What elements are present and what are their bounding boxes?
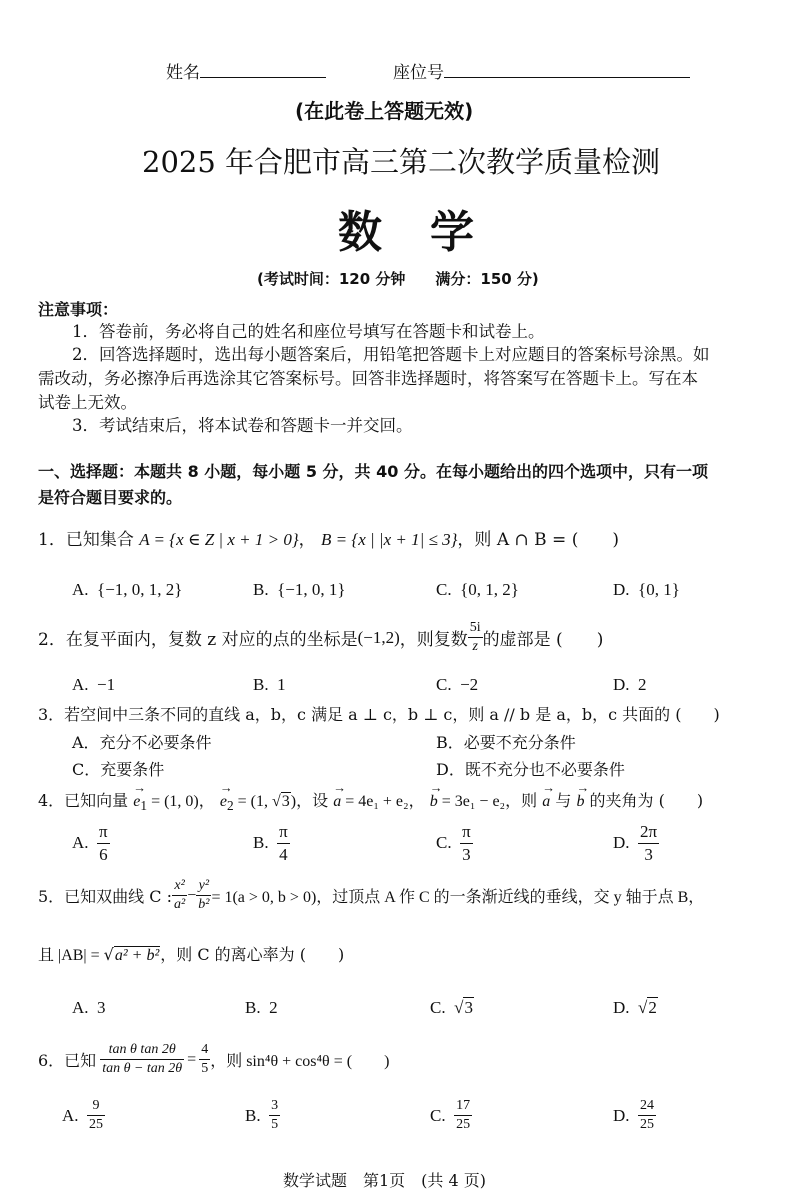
q3-option-b: B．必要不充分条件 — [436, 733, 576, 752]
q2-option-d: D. 2 — [613, 675, 647, 694]
question-4-stem: 4．已知向量 → $e_1 = (1$, 0)， → $e_2 = (1$, √3)，设 → a = 4e₁ + e₂， → b = 3e₁ − e₂，则 → a 与 → b 的夹角为 ( ) — [38, 788, 703, 814]
q5-option-a: A. 3 — [72, 998, 106, 1017]
exam-time-info: (考试时间：120 分钟 满分：150 分) — [257, 270, 539, 288]
name-field — [166, 58, 326, 83]
q5-option-c: C. √3 — [430, 998, 473, 1017]
q1-option-b: B. {−1, 0, 1} — [253, 580, 346, 599]
question-3-stem: 3．若空间中三条不同的直线 a，b，c 满足 a ⊥ c，b ⊥ c，则 a // b 是 a，b，c 共面的 ( ) — [38, 705, 720, 724]
note-item-1: 1．答卷前，务必将自己的姓名和座位号填写在答题卡和试卷上。 — [72, 322, 545, 341]
invalid-note: (在此卷上答题无效) — [295, 99, 474, 123]
q2-option-c: C. −2 — [436, 675, 479, 694]
seat-field — [393, 58, 690, 83]
q5-option-b: B. 2 — [245, 998, 278, 1017]
section1-heading-line1: 一、选择题：本题共 8 小题，每小题 5 分，共 40 分。在每小题给出的四个选项中，只有一项 — [38, 462, 708, 481]
notes-heading: 注意事项： — [38, 300, 119, 319]
section1-heading-line2: 是符合题目要求的。 — [38, 488, 183, 507]
seat-blank — [444, 60, 690, 78]
exam-title: 2025 年合肥市高三第二次教学质量检测 — [142, 145, 661, 179]
question-5-line2: 且 |AB| = √a² + b²，则 C 的离心率为 ( ) — [38, 945, 345, 964]
q6-option-b: B. $\frac{3}{5}$ — [245, 1098, 279, 1133]
seat-label: 座位号 — [393, 63, 444, 83]
question-1-stem: 1．已知集合 A = {x ∈ Z | x + 1 > 0}， B = {x | |x + 1| ≤ 3}，则 A ∩ B = ( ) — [38, 530, 619, 550]
q6-option-a: A. $\frac{9}{25}$ — [62, 1098, 104, 1133]
note-item-2-line1: 2．回答选择题时，选出每小题答案后，用铅笔把答题卡上对应题目的答案标号涂黑。如 — [72, 345, 710, 364]
q2-option-a: A. −1 — [72, 675, 116, 694]
question-2-stem: 2．在复平面内，复数 z 对应的点的坐标是 (−1,2) ，则复数 $\frac{5i}{z}$ 的虚部是 ( ) — [38, 620, 604, 655]
q1-option-a: A. {−1, 0, 1, 2} — [72, 580, 183, 599]
q3-option-d: D．既不充分也不必要条件 — [436, 760, 625, 779]
q2-option-b: B. 1 — [253, 675, 286, 694]
q3-option-c: C．充要条件 — [72, 760, 165, 779]
q5-option-d: D. √2 — [613, 998, 657, 1017]
name-blank — [200, 60, 326, 78]
q2-fraction: $\frac{5i}{z}$ — [469, 620, 481, 655]
q6-option-c: C. $\frac{17}{25}$ — [430, 1098, 471, 1133]
subject-title: 数 学 — [338, 207, 476, 258]
q4-option-a: A. $\frac{\pi}{6}$ — [72, 822, 108, 864]
question-5-stem: 5．已知双曲线 C : $\frac{\text{x²}}{\text{a²}}$ − $\frac{\text{y²}}{\text{b²}}$ = 1(a > 0, b > 0)，过顶点 A 作 C 的一条渐近线的垂线，交 y 轴于点 B， — [38, 878, 705, 913]
q1-set-a: A = {x ∈ Z | x + 1 > 0} — [139, 530, 299, 549]
q3-option-a: A．充分不必要条件 — [72, 733, 212, 752]
q4-option-c: C. $\frac{\pi}{3}$ — [436, 822, 471, 864]
q4-option-d: D. $\frac{2\pi}{3}$ — [613, 822, 658, 864]
note-item-2-line3: 试卷上无效。 — [38, 393, 137, 412]
name-label: 姓名 — [166, 63, 200, 83]
note-item-3: 3．考试结束后，将本试卷和答题卡一并交回。 — [72, 416, 413, 435]
page-footer: 数学试题 第1页 (共 4 页) — [283, 1171, 487, 1190]
q1-set-b: B = {x | |x + 1| ≤ 3} — [321, 530, 458, 549]
question-6-stem: 6．已知 $\frac{\text{tan θ tan 2θ}}{\text{tan θ − tan 2θ}}$ = $\frac{4}{5}$ ，则 sin⁴θ + cos⁴θ = ( ) — [38, 1042, 390, 1077]
q4-option-b: B. $\frac{\pi}{4}$ — [253, 822, 288, 864]
q6-option-d: D. $\frac{24}{25}$ — [613, 1098, 655, 1133]
q1-option-c: C. {0, 1, 2} — [436, 580, 519, 599]
note-item-2-line2: 需改动，务必擦净后再选涂其它答案标号。回答非选择题时，将答案写在答题卡上。写在本 — [38, 369, 698, 388]
q1-option-d: D. {0, 1} — [613, 580, 680, 599]
